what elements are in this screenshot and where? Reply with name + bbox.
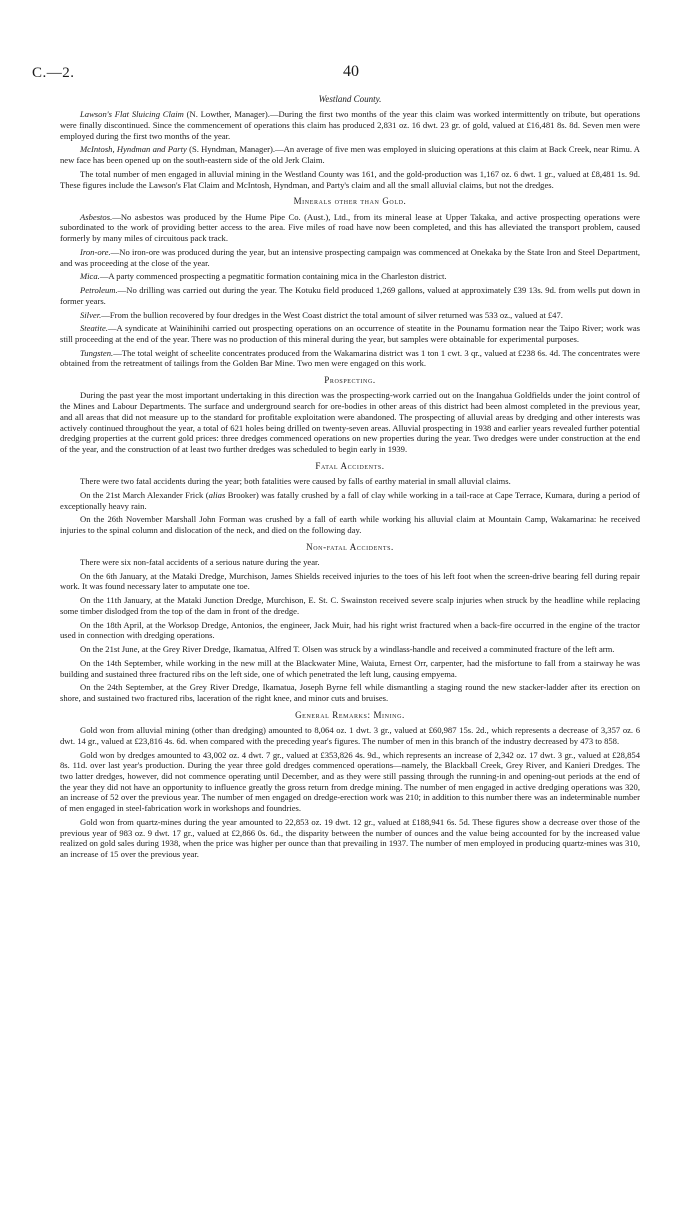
minerals-heading: Minerals other than Gold. xyxy=(293,196,407,207)
general-remarks-paragraph: Gold won by dredges amounted to 43,002 oz. 4 dwt. 7 gr., valued at £353,826 4s. 9d., which represents an increase of 2,342 oz. 17 dwt. 3 gr., valued at £28,854 8s. 11d. over last year's production. During the year three gold dredges commenced operations—namely, the Blackball Creek, Grey River, and Kanieri Dredges. The two latter dredges, however, did not commence operating until December, and as they were still passing through the running-in and opening-out periods at the end of the year they did not have an opportunity to influence greatly the gross return from dredge mining. The number of men engaged in active dredging operations was 320, an increase of 52 over the previous year. The number of men engaged on dredge-erection work was 210; in addition to this number there was an indeterminable number of men engaged in steel-fabrication work in workshops and foundries. xyxy=(60,749,640,814)
non-fatal-paragraph: There were six non-fatal accidents of a serious nature during the year. xyxy=(80,557,320,568)
mineral-lead: Iron-ore. xyxy=(80,246,111,257)
fatal-accidents-heading: Fatal Accidents. xyxy=(315,460,385,471)
prospecting-heading: Prospecting. xyxy=(324,375,376,386)
westland-county-title: Westland County. xyxy=(318,94,382,104)
fatal-text: On the 21st March Alexander Frick ( xyxy=(80,489,209,500)
document-reference: C.—2. xyxy=(32,65,75,81)
general-remarks-paragraph: Gold won from alluvial mining (other than dredging) amounted to 8,064 oz. 1 dwt. 3 gr., valued at £60,987 15s. 2d., which represents a decrease of 3,357 oz. 6 dwt. 14 gr., valued at £23,816 4s. 6d. when compared with the preceding year's figures. The number of men in this branch of the industry decreased by 473 to 858. xyxy=(60,725,640,746)
mineral-item-iron-ore xyxy=(60,247,640,268)
page-number: 40 xyxy=(343,63,359,80)
lawsons-flat-lead: Lawson's Flat Sluicing Claim xyxy=(80,109,184,120)
non-fatal-accidents-heading: Non-fatal Accidents. xyxy=(306,541,394,552)
mineral-text: —No asbestos was produced by the Hume Pipe Co. (Aust.), Ltd., from its mineral lease at Upper Takaka, and active prospecting operations were subordinated to the work of providing better access to the area. Five miles of road have now been completed, and this has alleviated the transport problem, caused formerly by many miles of circuitous pack track. xyxy=(60,211,640,244)
fatal-accident-frick xyxy=(60,490,640,511)
mcintosh-lead: McIntosh, Hyndman and Party xyxy=(80,144,187,155)
mineral-item-tungsten xyxy=(60,348,640,369)
mineral-lead: Silver. xyxy=(80,309,102,320)
fatal-accidents-summary: There were two fatal accidents during the year; both fatalities were caused by falls of earthy material in small alluvial claims. xyxy=(80,476,511,487)
westland-total-paragraph: The total number of men engaged in alluvial mining in the Westland County was 161, and the gold-production was 1,167 oz. 6 dwt. 1 gr., valued at £8,481 1s. 9d. These figures include the Lawson's Flat Claim and McIntosh, Hyndman, and Party's claim and all the small alluvial claims, but not the dredges. xyxy=(60,168,640,190)
general-remarks-heading: General Remarks: Mining. xyxy=(295,709,405,720)
mineral-text: —The total weight of scheelite concentrates produced from the Wakamarina district was 1 ton 1 cwt. 3 qr., valued at £238 6s. 4d. The concentrates were obtained from the retreatment of tailings from the Golden Bar Mine. Two men were engaged on this work. xyxy=(60,347,640,369)
mineral-text: —No drilling was carried out during the year. The Kotuku field produced 1,269 gallons, valued at approximately £39 13s. 9d. from wells put down in former years. xyxy=(60,285,640,306)
general-remarks-paragraph: Gold won from quartz-mines during the year amounted to 22,853 oz. 19 dwt. 12 gr., valued at £188,941 6s. 5d. These figures show a decrease over those of the previous year of 983 oz. 9 dwt. 17 gr., valued at £2,866 0s. 6d., the disparity between the number of ounces and the value being accounted for by the increased value realized on gold sales during 1938, when the price was higher per ounce than that prevailing in 1937. The number of men employed in producing quartz-mines was 310, an increase of 15 over the previous year. xyxy=(60,816,640,860)
mineral-text: —From the bullion recovered by four dredges in the West Coast district the total amount of silver returned was 533 oz., valued at £47. xyxy=(101,309,563,320)
non-fatal-paragraph: On the 24th September, at the Grey River Dredge, Ikamatua, Joseph Byrne fell while dismantling a staging round the new stacker-ladder after its erection on shore, and sustained two fractured ribs, laceration of the right knee, and minor cuts and bruises. xyxy=(60,682,640,704)
mineral-item-petroleum xyxy=(60,285,640,306)
mineral-text: —A syndicate at Wainihinihi carried out prospecting operations on an occurrence of steatite in the Pounamu formation near the Taipo River; work was still proceeding at the end of the year. There was no production of this mineral during the year, but samples were obtainable for experimental purposes. xyxy=(60,323,640,344)
mineral-item-steatite xyxy=(60,323,640,344)
mineral-item-mica xyxy=(60,271,640,282)
fatal-text: Brooker) was fatally crushed by a fall of clay while working in a tail-race at Cape Terrace, Kumara, during a period of exceptionally heavy rain. xyxy=(60,489,640,511)
non-fatal-paragraph: On the 21st June, at the Grey River Dredge, Ikamatua, Alfred T. Olsen was struck by a windlass-handle and received a comminuted fracture of the left arm. xyxy=(80,644,615,655)
mineral-lead: Petroleum. xyxy=(80,285,118,296)
mcintosh-text: (S. Hyndman, Manager).—An average of five men was employed in sluicing operations at this claim at Back Creek, near Rimu. A new face has been opened up on the south-eastern side of the old Jerk Claim. xyxy=(60,144,640,166)
mineral-lead: Steatite. xyxy=(80,323,108,334)
prospecting-paragraph: During the past year the most important undertaking in this direction was the prospecting-work carried out on the Inangahua Goldfields under the joint control of the Mines and Labour Departments. The surface and underground search for ore-bodies in other areas of this district had been almost completed in the previous year, and all areas that did not measure up to the standard for profitable exploitation were abandoned. The prospecting of alluvial areas by dredging and other interests was actively continued throughout the year, a total of 621 holes being drilled on twenty-seven areas. Alluvial prospecting in 1938 and earlier years revealed further potential dredging properties at the current gold prices: three dredges commenced operations on new properties during the year. Two dredges were under construction at the end of the year, and the construction of at least two further dredges was scheduled to begin early in 1939. xyxy=(60,390,640,455)
mineral-text: —No iron-ore was produced during the year, but an intensive prospecting campaign was commenced at Onekaka by the State Iron and Steel Department, and was proceeding at the close of the year. xyxy=(60,246,640,268)
mineral-lead: Tungsten. xyxy=(80,347,114,358)
mineral-item-asbestos xyxy=(60,212,640,244)
mineral-lead: Mica. xyxy=(80,271,100,282)
non-fatal-paragraph: On the 11th January, at the Mataki Junction Dredge, Murchison, E. St. C. Swainston received severe scalp injuries when struck by the headline while replacing some timber dislodged from the top of the dam in front of the dredge. xyxy=(60,595,640,616)
mineral-item-silver xyxy=(60,310,640,321)
mineral-text: —A party commenced prospecting a pegmatitic formation containing mica in the Charleston district. xyxy=(99,271,447,282)
mcintosh-paragraph xyxy=(60,144,640,165)
mineral-lead: Asbestos. xyxy=(80,211,113,222)
alias-word: alias xyxy=(208,489,226,500)
non-fatal-paragraph: On the 6th January, at the Mataki Dredge, Murchison, James Shields received injuries to the toes of his left foot when the screen-drive bearing fell during repair work. It was found necessary later to amputate one toe. xyxy=(60,570,640,592)
fatal-accident-forman: On the 26th November Marshall John Forman was crushed by a fall of earth while working his alluvial claim at Mountain Camp, Wakamarina: he received injuries to the spinal column and dislocation of the neck, and died on the following day. xyxy=(60,514,640,536)
lawsons-flat-paragraph xyxy=(60,109,640,141)
non-fatal-paragraph: On the 14th September, while working in the new mill at the Blackwater Mine, Waiuta, Ernest Orr, carpenter, had the misfortune to fall from a stairway he was building and sustained three fractured ribs on the left side, one of which penetrated the left lung, causing empyema. xyxy=(60,657,640,679)
non-fatal-paragraph: On the 18th April, at the Worksop Dredge, Antonios, the engineer, Jack Muir, had his right wrist fractured when a back-fire occurred in the engine of the tractor used in connection with dredging operations. xyxy=(60,619,640,641)
page-header xyxy=(32,60,640,86)
lawsons-flat-text: (N. Lowther, Manager).—During the first two months of the year this claim was worked intermittently on tribute, but operations were finally discontinued. Since the commencement of operations this claim has produced 2,831 oz. 16 dwt. 23 gr. of gold, valued at £16,481 8s. 8d. Seven men were employed during the first two months of the year. xyxy=(60,109,640,141)
